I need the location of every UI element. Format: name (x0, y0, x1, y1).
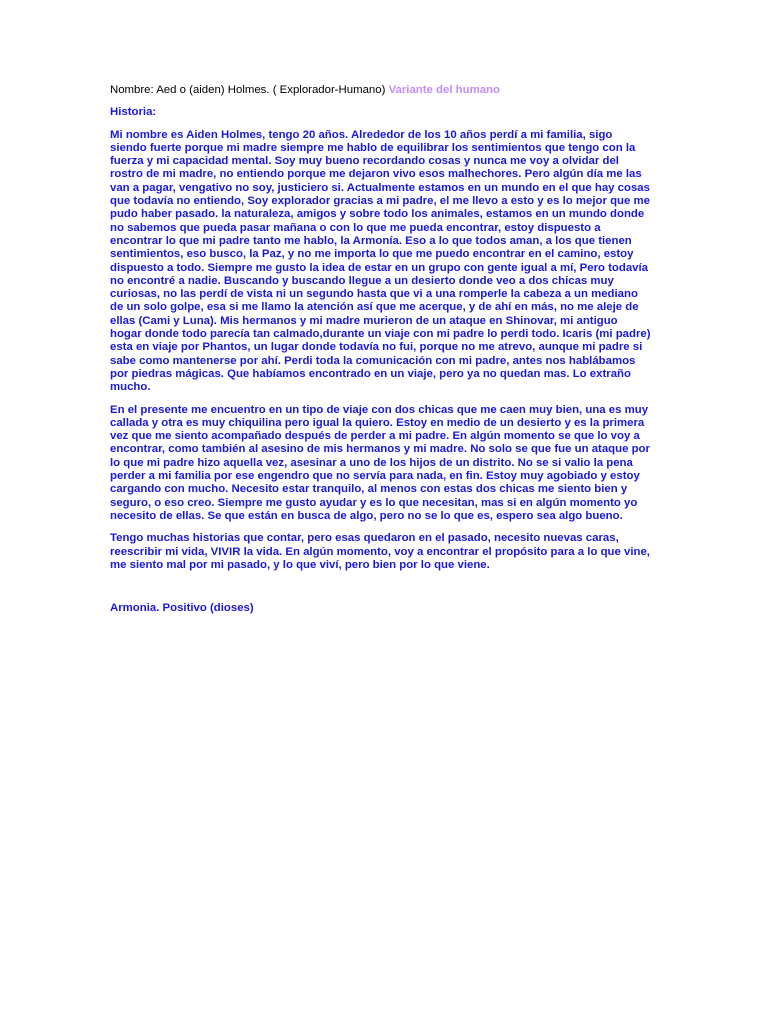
variant-label: Variante del humano (388, 84, 500, 96)
character-header (110, 84, 652, 97)
history-heading: Historia: (110, 106, 157, 119)
story-paragraph-1: Mi nombre es Aiden Holmes, tengo 20 años. Alrededor de los 10 años perdí a mi familia, sigo siendo fuerte porque mi madre siempre me hablo de equilibrar los sentimientos que tengo con la fuerza y mi capacidad mental. Soy muy bueno recordando cosas y nunca me voy a olvidar del rostro de mi madre, no entiendo porque me dejaron vivo esos malhechores. Pero algún día me las van a pagar, vengativo no soy, justiciero si. Actualmente estamos en un mundo en el que hay cosas que todavía no entiendo, Soy explorador gracias a mi padre, el me llevo a esto y es lo mejor que me pudo haber pasado. la naturaleza, amigos y sobre todo los animales, estamos en un mundo donde no sabemos que pueda pasar mañana o con lo que me pueda encontrar, estoy dispuesto a encontrar lo que mi padre tanto me hablo, la Armonía. Eso a lo que todos aman, a los que tienen sentimientos, eso busco, la Paz, y no me importa lo que me puedo encontrar en el camino, estoy dispuesto a todo. Siempre me gusto la idea de estar en un grupo con gente igual a mí, Pero todavía no encontré a nadie. Buscando y buscando llegue a un desierto donde veo a dos chicas muy curiosas, no las perdí de vista ni un segundo hasta que vi a una romperle la cabeza a un mediano de un solo golpe, esa si me llamo la atención así que me acerque, y de ahí en más, no me aleje de ellas (Cami y Luna). Mis hermanos y mi madre murieron de un ataque en Shinovar, mi antiguo hogar donde todo parecía tan calmado,durante un viaje con mi padre lo perdi todo. Icaris (mi padre) esta en viaje por Phantos, un lugar donde todavía no fui, porque no me atrevo, aunque mi padre si sabe como mantenerse por ahí. Perdi toda la comunicación con mi padre, antes nos hablábamos por piedras mágicas. Que habíamos encontrado en un viaje, pero ya no quedan mas. Lo extraño mucho. (110, 128, 651, 394)
character-name-line: Nombre: Aed o (aiden) Holmes. ( Explorador-Humano) (110, 84, 386, 96)
story-paragraph-3: Tengo muchas historias que contar, pero esas quedaron en el pasado, necesito nuevas caras, reescribir mi vida, VIVIR la vida. En algún momento, voy a encontrar el propósito para a lo que vine, me siento mal por mi pasado, y lo que viví, pero bien por lo que viene. (110, 532, 650, 571)
document-page (110, 84, 652, 615)
alignment-line: Armonia. Positivo (dioses) (110, 602, 254, 615)
story-paragraph-2: En el presente me encuentro en un tipo de viaje con dos chicas que me caen muy bien, una es muy callada y otra es muy chiquilina pero igual la quiero. Estoy en medio de un desierto y es la primera vez que me siento acompañado después de perder a mi padre. En algún momento se que lo voy a encontrar, como también al asesino de mis hermanos y mi madre. No solo se que fue un ataque por lo que mi padre hizo aquella vez, asesinar a uno de los hijos de un distrito. No se si valio la pena perder a mi familia por ese engendro que no servía para nada, en fin. Estoy muy agobiado y estoy cargando con mucho. Necesito estar tranquilo, al menos con estas dos chicas me siento bien y seguro, o eso creo. Siempre me gusto ayudar y es lo que necesitan, mas si en algún momento yo necesito de ellas. Se que están en busca de algo, pero no se lo que es, espero sea algo bueno. (110, 403, 650, 522)
blank-spacer (110, 581, 652, 602)
